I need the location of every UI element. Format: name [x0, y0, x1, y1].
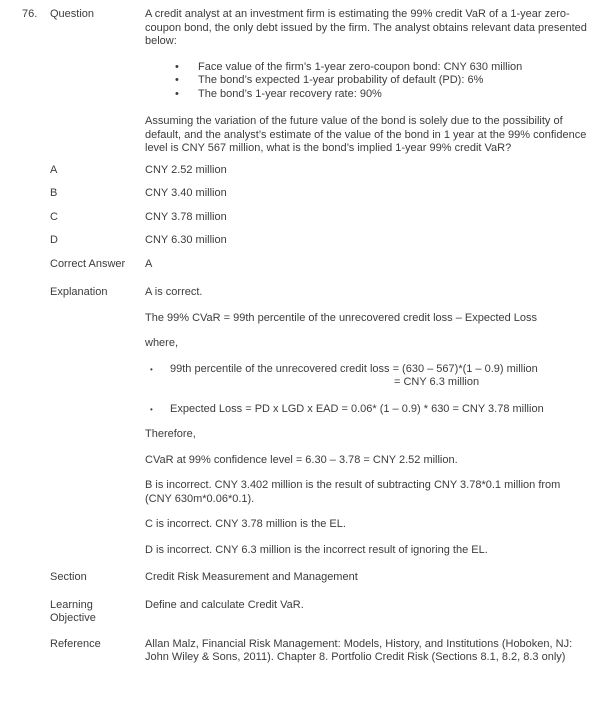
list-item: [145, 88, 589, 102]
correct-answer-row: [22, 258, 589, 272]
explanation-row: [22, 286, 589, 571]
option-row-c: [22, 211, 589, 225]
section-row: [22, 571, 589, 585]
explanation-where: where,: [145, 337, 179, 349]
bullet-text: Expected Loss = PD x LGD x EAD = 0.06* (1 – 0.9) * 630 = CNY 3.78 million: [170, 402, 544, 415]
bullet-text: Face value of the firm’s 1-year zero-coupon bond: CNY 630 million: [198, 60, 523, 73]
option-text: CNY 6.30 million: [145, 234, 227, 246]
reference-value: Allan Malz, Financial Risk Management: Models, History, and Institutions (Hoboken, NJ: John Wiley & Sons, 2011). Chapter 8. Portfolio Credit Risk (Sections 8.1, 8.2, 8.3 only): [145, 637, 573, 663]
bullet-text: [170, 363, 589, 390]
explanation-content: [145, 286, 589, 571]
section-label: Section: [50, 571, 87, 583]
reference-row: [22, 638, 589, 665]
explanation-label: Explanation: [50, 286, 108, 298]
explanation-b-incorrect: B is incorrect. CNY 3.402 million is the result of subtracting CNY 3.78*0.1 million from (CNY 630m*0.06*0.1).: [145, 479, 561, 505]
question-content: [145, 8, 589, 164]
question-intro-paragraph: A credit analyst at an investment firm is estimating the 99% credit VaR of a 1-year zero-coupon bond, the only debt issued by the firm. The analyst obtains relevant data presented below:: [145, 8, 587, 47]
list-item: [145, 403, 589, 417]
correct-answer-label: Correct Answer: [50, 257, 126, 270]
explanation-formula: The 99% CVaR = 99th percentile of the unrecovered credit loss – Expected Loss: [145, 311, 538, 324]
learning-objective-row: [22, 599, 589, 626]
question-followup-paragraph: Assuming the variation of the future value of the bond is solely due to the possibility of default, and the analyst’s estimate of the value of the bond in 1 year at the 99% confidence level is CNY 567 million, what is the bond’s implied 1-year 99% credit VaR?: [145, 115, 587, 154]
list-item: [145, 363, 589, 390]
reference-label: Reference: [50, 637, 101, 650]
question-label: Question: [50, 8, 95, 20]
option-letter: A: [50, 163, 58, 176]
correct-answer-value: A: [145, 257, 153, 270]
bullet-icon: •: [150, 364, 153, 374]
learning-objective-value: Define and calculate Credit VaR.: [145, 598, 304, 611]
explanation-d-incorrect: D is incorrect. CNY 6.3 million is the incorrect result of ignoring the EL.: [145, 543, 488, 556]
explanation-therefore: Therefore,: [145, 428, 196, 440]
section-value: Credit Risk Measurement and Management: [145, 571, 358, 583]
list-item: [145, 61, 589, 75]
option-row-b: [22, 187, 589, 201]
bullet-icon: •: [150, 404, 153, 414]
option-text: CNY 3.78 million: [145, 210, 227, 223]
option-letter: C: [50, 210, 58, 223]
explanation-result: CVaR at 99% confidence level = 6.30 – 3.78 = CNY 2.52 million.: [145, 453, 458, 466]
option-letter: D: [50, 234, 58, 246]
formula-line-1: 99th percentile of the unrecovered credit loss = (630 – 567)*(1 – 0.9) million: [170, 362, 538, 375]
explanation-c-incorrect: C is incorrect. CNY 3.78 million is the EL.: [145, 518, 346, 530]
learning-objective-label: Learning Objective: [50, 598, 96, 624]
question-bullet-list: [145, 61, 589, 102]
bullet-icon: •: [175, 74, 179, 86]
question-row: [22, 8, 589, 164]
bullet-text: The bond’s expected 1-year probability of default (PD): 6%: [198, 74, 484, 86]
explanation-correct-statement: A is correct.: [145, 286, 203, 298]
bullet-icon: •: [175, 60, 179, 73]
option-letter: B: [50, 187, 58, 199]
bullet-text: The bond’s 1-year recovery rate: 90%: [198, 87, 382, 100]
list-item: [145, 74, 589, 88]
option-row-d: [22, 234, 589, 248]
question-number: 76.: [22, 8, 38, 20]
option-text: CNY 3.40 million: [145, 187, 227, 199]
option-text: CNY 2.52 million: [145, 163, 227, 176]
formula-line-2: = CNY 6.3 million: [394, 376, 480, 388]
option-row-a: [22, 164, 589, 178]
bullet-icon: •: [175, 87, 179, 100]
